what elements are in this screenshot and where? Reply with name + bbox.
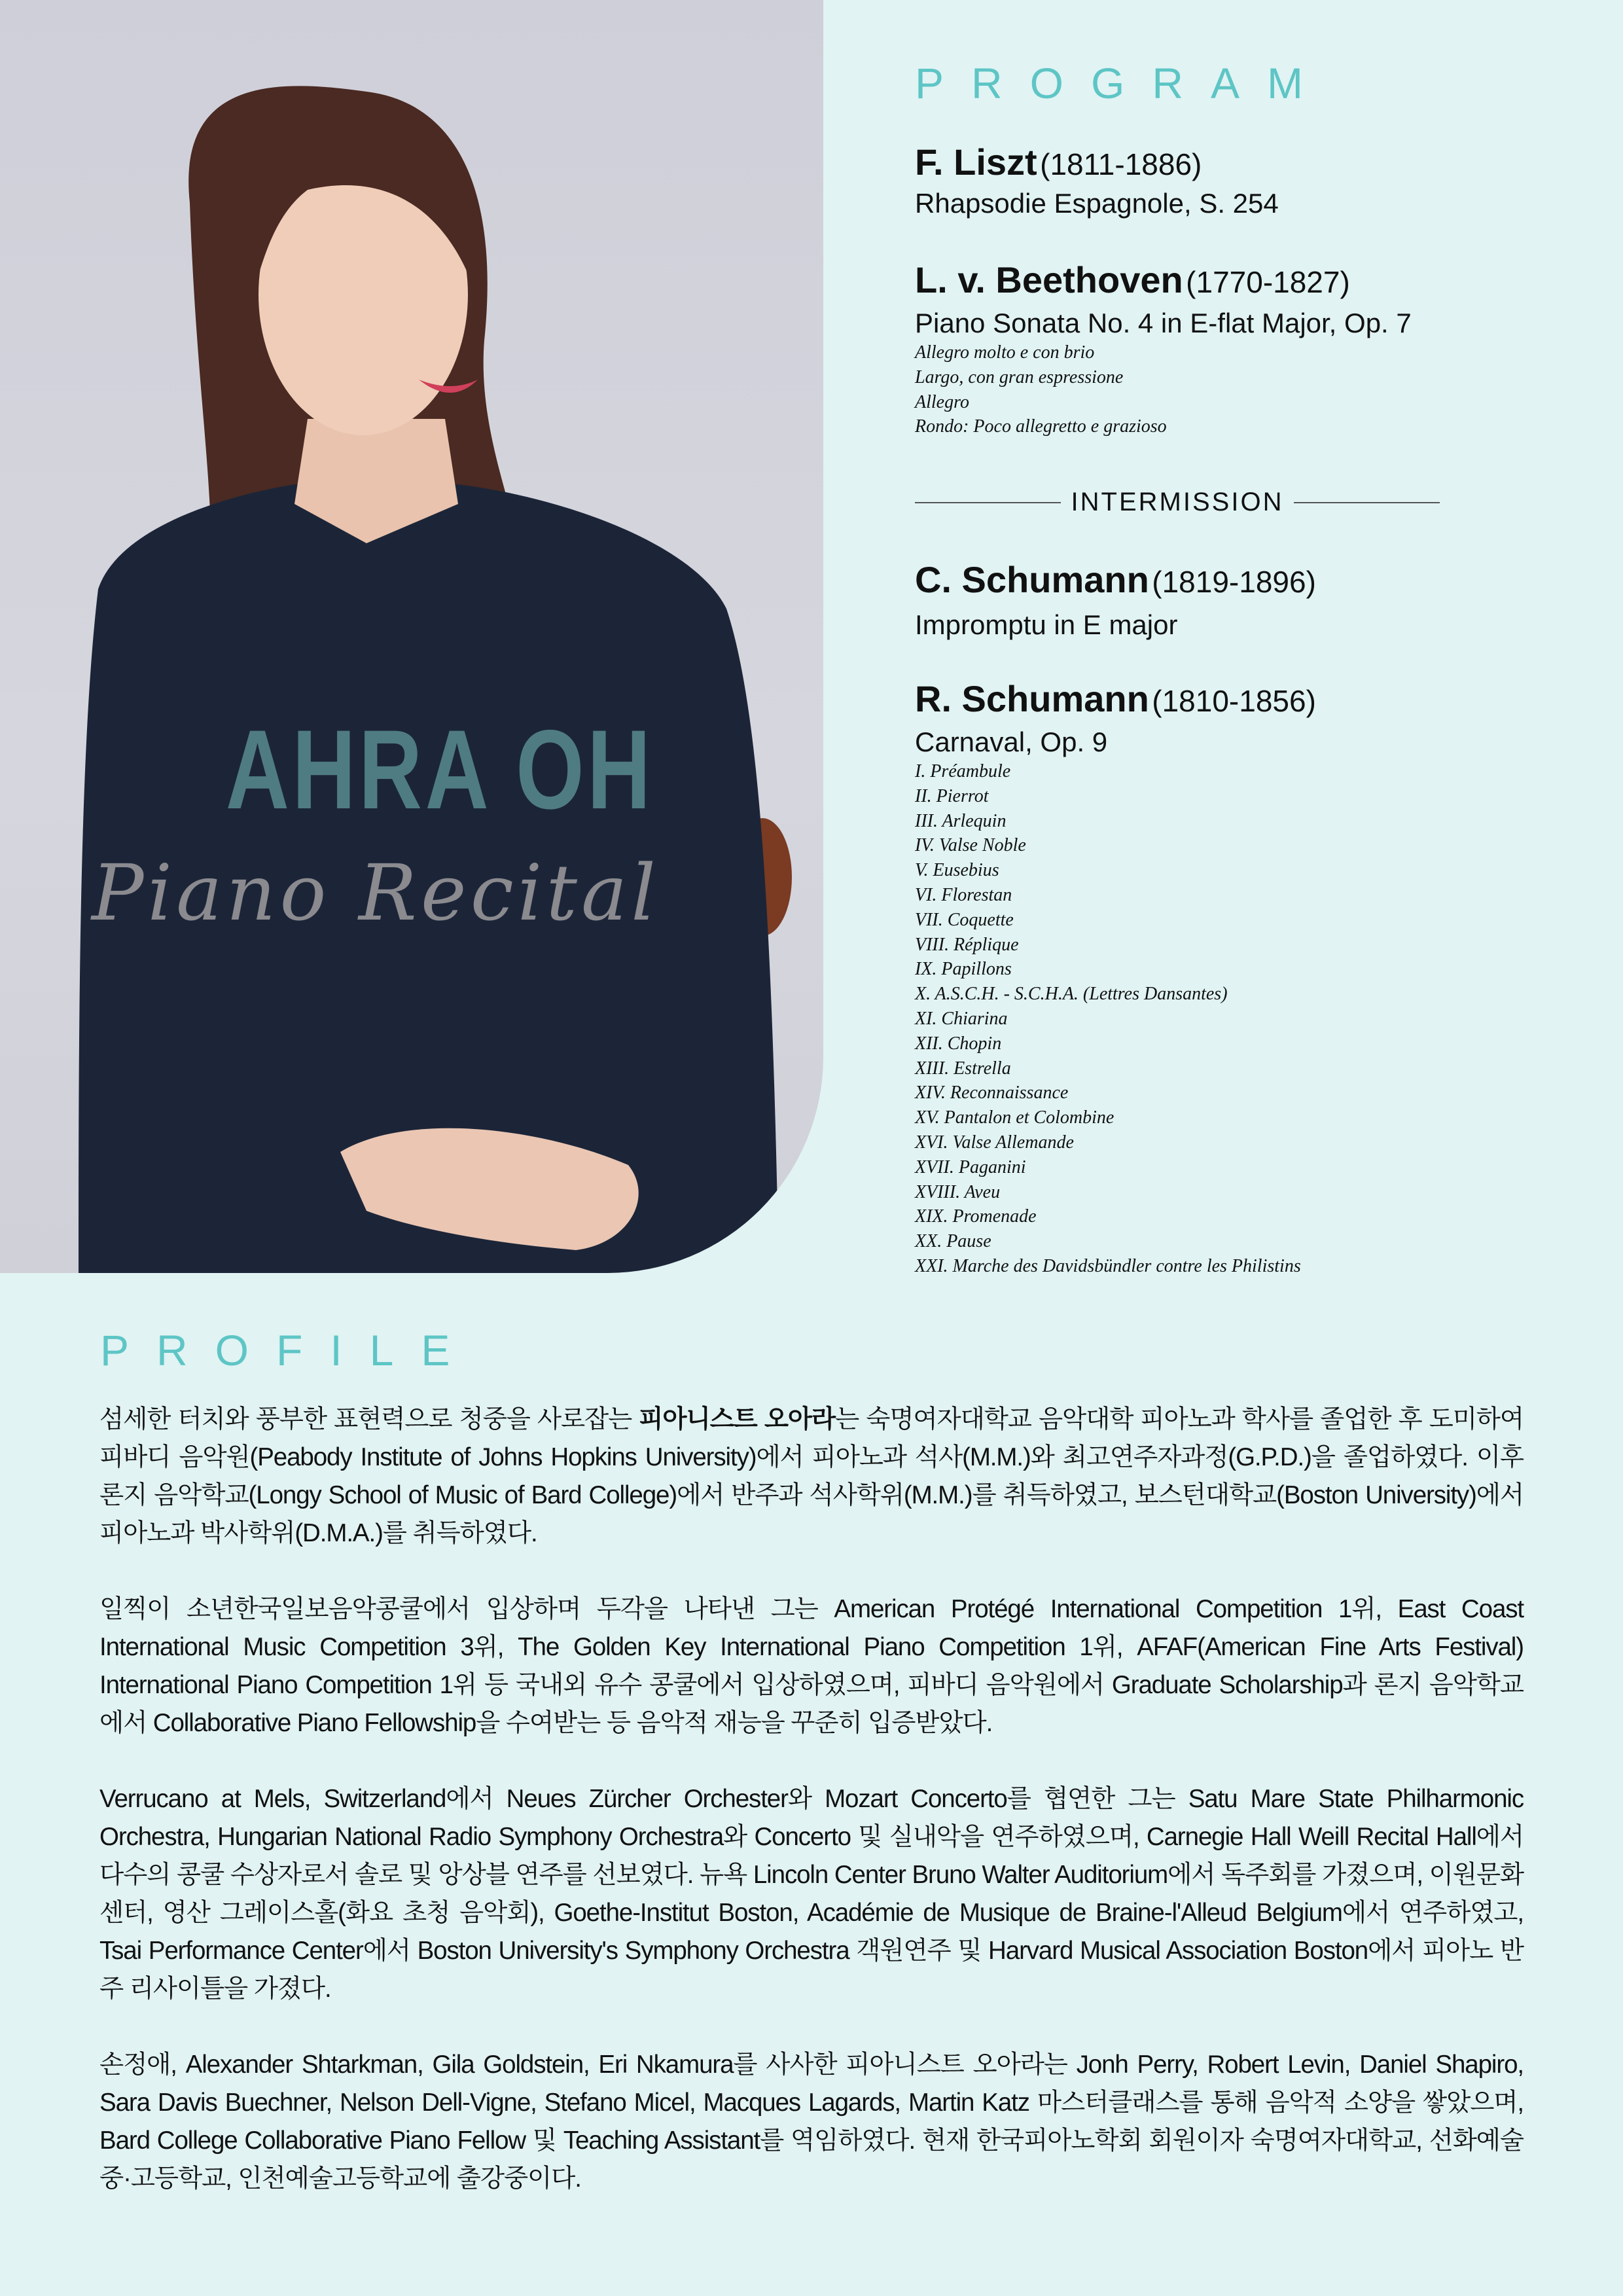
movement: XI. Chiarina (915, 1008, 1008, 1029)
composer-c-schumann (915, 559, 1316, 600)
work-title: Impromptu in E major (915, 609, 1178, 640)
composer-name: F. Liszt (915, 141, 1037, 183)
composer-years: (1819-1896) (1152, 565, 1316, 599)
movement: XX. Pause (915, 1231, 991, 1252)
movement: Rondo: Poco allegretto e grazioso (915, 416, 1167, 437)
profile-paragraph: Verrucano at Mels, Switzerland에서 Neues Zürcher Orchester와 Mozart Concerto를 협연한 그는 Satu Mare State Philharmonic Orchestra, Hungarian National Radio Symphony Orchestra와 Concerto 및 실내악을 연주하였으며, Carnegie Hall Weill Recital Hall에서 다수의 콩쿨 수상자로서 솔로 및 앙상블 연주를 선보였다. 뉴욕 Lincoln Center Bruno Walter Auditorium에서 독주회를 가졌으며, 이원문화센터, 영산 그레이스홀(화요 초청 음악회), Goethe-Institut Boston, Académie de Musique de Braine-l'Alleud Belgium에서 연주하였고, Tsai Performance Center에서 Boston University's Symphony Orchestra 객원연주 및 Harvard Musical Association Boston에서 피아노 반주 리사이틀을 가졌다. (99, 1785, 1524, 2003)
movement: X. A.S.C.H. - S.C.H.A. (Lettres Dansantes) (915, 984, 1228, 1005)
highlight-name: 피아니스트 오아라 (639, 1405, 836, 1433)
movement: XVI. Valse Allemande (915, 1132, 1074, 1153)
movement: VII. Coquette (915, 909, 1014, 930)
movement: XII. Chopin (915, 1033, 1002, 1054)
movement: XIII. Estrella (915, 1058, 1011, 1079)
composer-name: L. v. Beethoven (915, 259, 1183, 300)
text: 는 숙명여자대학교 음악대학 피아노과 학사를 졸업한 후 도미하여 피바디 음악원(Peabody Institute of Johns Hopkins University)에서 피아노과 석사(M.M.)와 최고연주자과정(G.P.D.)을 졸업하였다. 이후 론지 음악학교(Longy School of Music of Bard College)에서 반주과 석사학위(M.M.)를 취득하였고, 보스턴대학교(Boston University)에서 피아노과 박사학위(D.M.A.)를 취득하였다. (99, 1405, 1524, 1547)
work-title: Carnaval, Op. 9 (915, 726, 1108, 757)
intermission-label: INTERMISSION (1071, 488, 1284, 516)
composer-r-schumann (915, 678, 1316, 719)
composer-name: R. Schumann (915, 678, 1149, 719)
profile-heading: PROFILE (100, 1326, 478, 1374)
movement: XIV. Reconnaissance (915, 1083, 1069, 1103)
movement: II. Pierrot (915, 785, 989, 806)
work-title: Rhapsodie Espagnole, S. 254 (915, 188, 1279, 219)
portrait-illustration (0, 0, 823, 1273)
composer-years: (1811-1886) (1040, 147, 1202, 181)
movement: XVII. Paganini (915, 1157, 1026, 1177)
movement: Largo, con gran espressione (915, 367, 1124, 387)
movement: V. Eusebius (915, 860, 999, 881)
movement: Allegro molto e con brio (915, 342, 1095, 363)
divider-line (1294, 502, 1440, 503)
composer-beethoven (915, 259, 1350, 300)
text: 섬세한 터치와 풍부한 표현력으로 청중을 사로잡는 (99, 1405, 639, 1433)
divider-line (915, 502, 1061, 503)
movement: XXI. Marche des Davidsbündler contre les Philistins (915, 1255, 1301, 1276)
movement-list (915, 759, 1301, 1279)
composer-years: (1770-1827) (1186, 265, 1350, 299)
pianist-portrait-photo (0, 0, 823, 1273)
profile-paragraph: 손정애, Alexander Shtarkman, Gila Goldstein, Eri Nkamura를 사사한 피아니스트 오아라는 Jonh Perry, Robert Levin, Daniel Shapiro, Sara Davis Buechner, Nelson Dell-Vigne, Stefano Micel, Macques Lagards, Martin Katz 마스터클래스를 통해 음악적 소양을 쌓았으며, Bard College Collaborative Piano Fellow 및 Teaching Assistant를 역임하였다. 현재 한국피아노학회 회원이자 숙명여자대학교, 선화예술중·고등학교, 인천예술고등학교에 출강중이다. (99, 2051, 1524, 2193)
composer-name: C. Schumann (915, 559, 1149, 600)
movement: III. Arlequin (915, 810, 1007, 831)
movement: I. Préambule (915, 761, 1011, 781)
recital-subtitle: Piano Recital (92, 848, 660, 938)
profile-text (99, 1401, 1524, 2236)
composer-liszt (915, 141, 1202, 183)
movement: IX. Papillons (915, 959, 1012, 980)
composer-years: (1810-1856) (1152, 684, 1316, 718)
profile-paragraph: 일찍이 소년한국일보음악콩쿨에서 입상하며 두각을 나타낸 그는 American Protégé International Competition 1위, East Coast International Music Competition 3위, The Golden Key International Piano Competition 1위, AFAF(American Fine Arts Festival) International Piano Competition 1위 등 국내외 유수 콩쿨에서 입상하였으며, 피바디 음악원에서 Graduate Scholarship과 론지 음악학교에서 Collaborative Piano Fellowship을 수여받는 등 음악적 재능을 꾸준히 입증받았다. (99, 1595, 1524, 1737)
work-title: Piano Sonata No. 4 in E-flat Major, Op. 7 (915, 308, 1412, 338)
intermission-divider (915, 488, 1440, 517)
movement: IV. Valse Noble (915, 835, 1026, 856)
movement-list (915, 340, 1167, 439)
movement: Allegro (915, 391, 969, 412)
movement: XVIII. Aveu (915, 1181, 1001, 1202)
movement: XIX. Promenade (915, 1206, 1037, 1227)
profile-paragraph (99, 1401, 1524, 1552)
performer-name: AHRA OH (226, 707, 654, 833)
program-heading: PROGRAM (915, 59, 1331, 107)
movement: VI. Florestan (915, 884, 1012, 905)
movement: VIII. Réplique (915, 934, 1019, 955)
movement: XV. Pantalon et Colombine (915, 1107, 1115, 1128)
